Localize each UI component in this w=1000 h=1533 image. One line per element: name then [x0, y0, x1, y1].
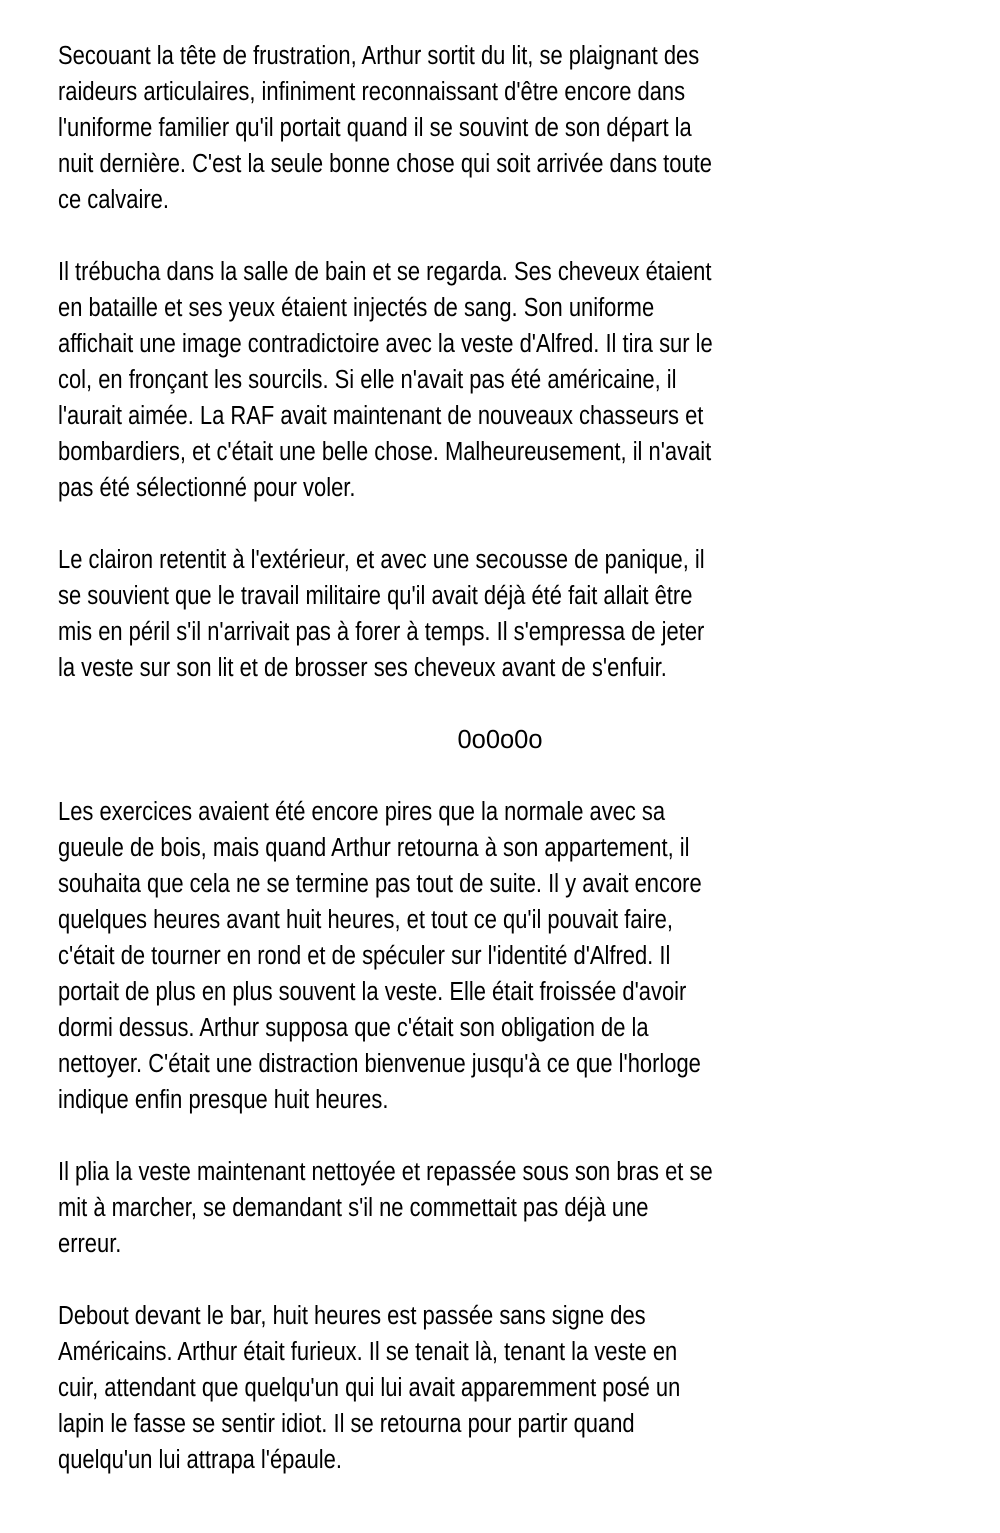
- text-line: Le clairon retentit à l'extérieur, et avec une secousse de panique, il: [58, 546, 705, 574]
- text-line: en bataille et ses yeux étaient injectés de sang. Son uniforme: [58, 294, 655, 322]
- text-line: pas été sélectionné pour voler.: [58, 474, 356, 502]
- paragraph-6: [58, 1298, 988, 1478]
- text-line: erreur.: [58, 1230, 122, 1258]
- text-line: mis en péril s'il n'arrivait pas à forer à temps. Il s'empressa de jeter: [58, 618, 705, 646]
- text-line: portait de plus en plus souvent la veste. Elle était froissée d'avoir: [58, 978, 687, 1006]
- text-line: Les exercices avaient été encore pires que la normale avec sa: [58, 798, 666, 826]
- text-line: Il trébucha dans la salle de bain et se regarda. Ses cheveux étaient: [58, 258, 712, 286]
- text-line: Américains. Arthur était furieux. Il se tenait là, tenant la veste en: [58, 1338, 678, 1366]
- text-line: Il plia la veste maintenant nettoyée et repassée sous son bras et se: [58, 1158, 713, 1186]
- text-line: affichait une image contradictoire avec la veste d'Alfred. Il tira sur le: [58, 330, 713, 358]
- text-line: nuit dernière. C'est la seule bonne chose qui soit arrivée dans toute: [58, 150, 712, 178]
- text-line: souhaita que cela ne se termine pas tout de suite. Il y avait encore: [58, 870, 702, 898]
- text-line: indique enfin presque huit heures.: [58, 1086, 389, 1114]
- text-line: se souvient que le travail militaire qu'il avait déjà été fait allait être: [58, 582, 693, 610]
- text-line: bombardiers, et c'était une belle chose. Malheureusement, il n'avait: [58, 438, 712, 466]
- text-line: nettoyer. C'était une distraction bienvenue jusqu'à ce que l'horloge: [58, 1050, 701, 1078]
- text-line: mit à marcher, se demandant s'il ne commettait pas déjà une: [58, 1194, 649, 1222]
- paragraph-1: [58, 38, 988, 218]
- text-line: dormi dessus. Arthur supposa que c'était son obligation de la: [58, 1014, 649, 1042]
- text-line: c'était de tourner en rond et de spéculer sur l'identité d'Alfred. Il: [58, 942, 671, 970]
- scene-separator: 0o0o0o: [457, 726, 543, 754]
- text-line: l'uniforme familier qu'il portait quand il se souvint de son départ la: [58, 114, 692, 142]
- text-line: gueule de bois, mais quand Arthur retourna à son appartement, il: [58, 834, 690, 862]
- paragraph-4: [58, 794, 988, 1118]
- text-line: raideurs articulaires, infiniment reconnaissant d'être encore dans: [58, 78, 686, 106]
- text-line: ce calvaire.: [58, 186, 169, 214]
- story-text: [58, 38, 988, 1514]
- text-line: l'aurait aimée. La RAF avait maintenant de nouveaux chasseurs et: [58, 402, 704, 430]
- text-line: quelques heures avant huit heures, et tout ce qu'il pouvait faire,: [58, 906, 673, 934]
- paragraph-2: [58, 254, 988, 506]
- text-line: Secouant la tête de frustration, Arthur sortit du lit, se plaignant des: [58, 42, 700, 70]
- paragraph-5: [58, 1154, 988, 1262]
- text-line: lapin le fasse se sentir idiot. Il se retourna pour partir quand: [58, 1410, 635, 1438]
- text-line: Debout devant le bar, huit heures est passée sans signe des: [58, 1302, 646, 1330]
- text-line: quelqu'un lui attrapa l'épaule.: [58, 1446, 342, 1474]
- paragraph-3: [58, 542, 988, 686]
- text-line: la veste sur son lit et de brosser ses cheveux avant de s'enfuir.: [58, 654, 667, 682]
- text-line: cuir, attendant que quelqu'un qui lui avait apparemment posé un: [58, 1374, 681, 1402]
- text-line: col, en fronçant les sourcils. Si elle n'avait pas été américaine, il: [58, 366, 677, 394]
